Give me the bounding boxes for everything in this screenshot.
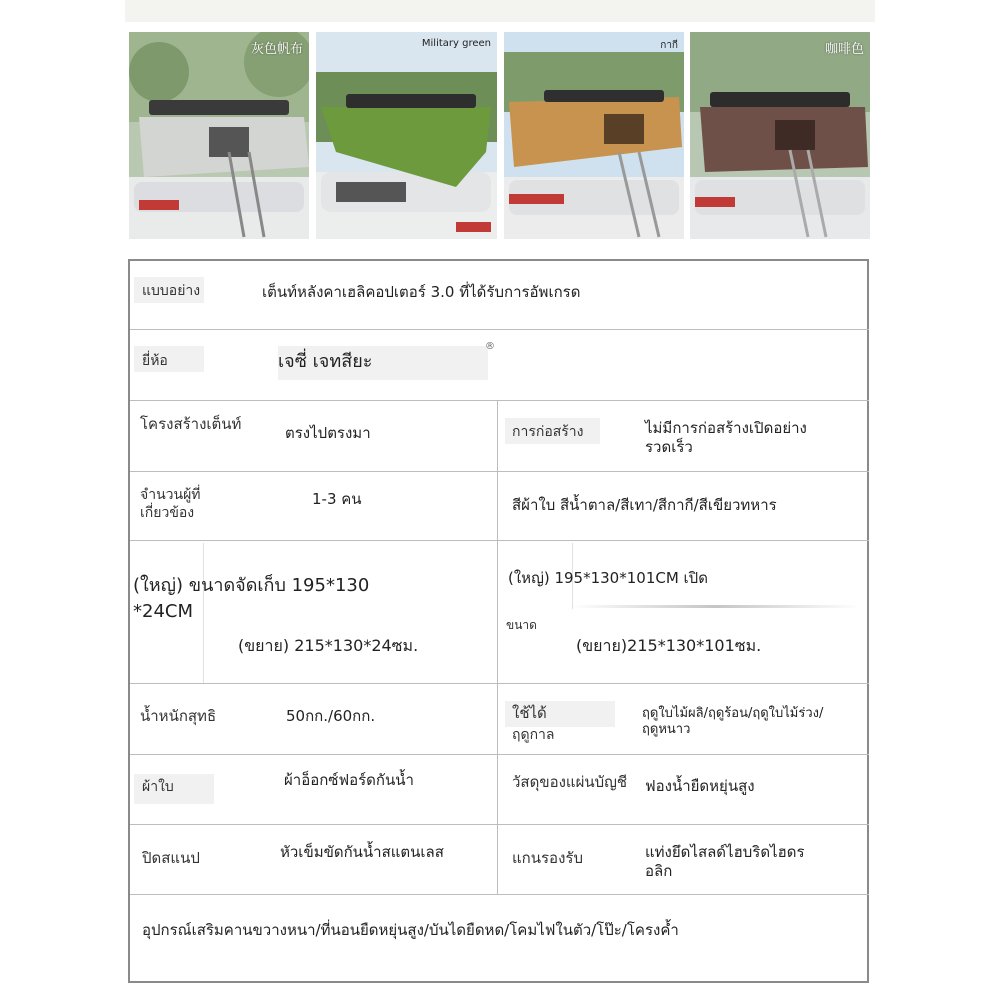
board-label: วัสดุของแผ่นบัญชี bbox=[512, 773, 628, 791]
column-divider bbox=[497, 400, 498, 894]
product-photo-coffee bbox=[690, 32, 870, 239]
row-divider bbox=[130, 894, 869, 895]
season-value: ฤดูใบไม้ผลิ/ฤดูร้อน/ฤดูใบไม้ร่วง/ฤดูหนาว bbox=[642, 706, 824, 738]
product-photo-grey bbox=[129, 32, 309, 239]
fabric-value: ผ้าอ็อกซ์ฟอร์ดกันน้ำ bbox=[284, 771, 414, 789]
open-size-large: (ใหญ่) 195*130*101CM เปิด bbox=[508, 569, 708, 587]
spec-table bbox=[128, 259, 869, 983]
row-divider bbox=[130, 824, 869, 825]
brand-value: เจซี่ เจทสียะ bbox=[278, 351, 373, 372]
accessories-value: อุปกรณ์เสริมคานขวางหนา/ที่นอนยืดหยุ่นสูง/บันไดยืดหด/โคมไฟในตัว/โป๊ะ/โครงค้ำ bbox=[142, 921, 679, 939]
construction-value: ไม่มีการก่อสร้างเปิดอย่างรวดเร็ว bbox=[645, 419, 807, 456]
storage-size-expand: (ขยาย) 215*130*24ซม. bbox=[238, 636, 419, 655]
row-divider bbox=[130, 540, 869, 541]
season-label-2: ฤดูกาล bbox=[512, 727, 555, 743]
model-value: เต็นท์หลังคาเฮลิคอปเตอร์ 3.0 ที่ได้รับการอัพเกรด bbox=[262, 283, 581, 301]
row-divider bbox=[130, 471, 869, 472]
row-divider bbox=[130, 754, 869, 755]
board-value: ฟองน้ำยืดหยุ่นสูง bbox=[645, 777, 755, 795]
registered-mark: ® bbox=[485, 341, 495, 352]
row-divider bbox=[130, 683, 869, 684]
support-label: แกนรองรับ bbox=[512, 849, 583, 867]
streak bbox=[570, 605, 860, 608]
cell-divider bbox=[203, 543, 204, 683]
row-divider bbox=[130, 400, 869, 401]
net-weight-label: น้ำหนักสุทธิ bbox=[140, 707, 217, 725]
photo-caption-green: Military green bbox=[421, 38, 491, 49]
zipper-label: ปิดสแนป bbox=[142, 849, 200, 867]
open-size-label: ขนาด bbox=[506, 618, 537, 632]
construction-label: การก่อสร้าง bbox=[512, 424, 584, 440]
net-weight-value: 50กก./60กก. bbox=[286, 707, 376, 725]
capacity-label: จำนวนผู้ที่เกี่ยวข้อง bbox=[140, 487, 201, 521]
photo-caption-coffee: 咖啡色 bbox=[824, 42, 864, 57]
support-value: แท่งยึดไสลด์ไฮบริดไฮดรอลิก bbox=[645, 843, 805, 880]
photo-caption-grey: 灰色帆布 bbox=[250, 42, 303, 57]
fabric-label: ผ้าใบ bbox=[142, 779, 174, 795]
storage-size-large-cont: *24CM bbox=[133, 601, 194, 622]
product-photo-green bbox=[316, 32, 497, 239]
fabric-color-value: สีผ้าใบ สีน้ำตาล/สีเทา/สีกากี/สีเขียวทหาร bbox=[512, 496, 777, 514]
structure-label: โครงสร้างเต็นท์ bbox=[140, 415, 242, 433]
brand-label: ยี่ห้อ bbox=[142, 353, 168, 369]
top-band bbox=[125, 0, 875, 22]
season-label-1: ใช้ได้ bbox=[512, 704, 547, 722]
row-divider bbox=[130, 329, 869, 330]
model-label: แบบอย่าง bbox=[142, 283, 201, 299]
photo-caption-khaki: กากี bbox=[660, 40, 678, 51]
capacity-value: 1-3 คน bbox=[312, 490, 362, 508]
zipper-value: หัวเข็มขัดกันน้ำสแตนเลส bbox=[280, 843, 444, 861]
storage-size-large: (ใหญ่) ขนาดจัดเก็บ 195*130 bbox=[133, 575, 370, 596]
open-size-expand: (ขยาย)215*130*101ซม. bbox=[576, 636, 762, 655]
structure-value: ตรงไปตรงมา bbox=[285, 424, 371, 442]
product-photo-khaki bbox=[504, 32, 684, 239]
